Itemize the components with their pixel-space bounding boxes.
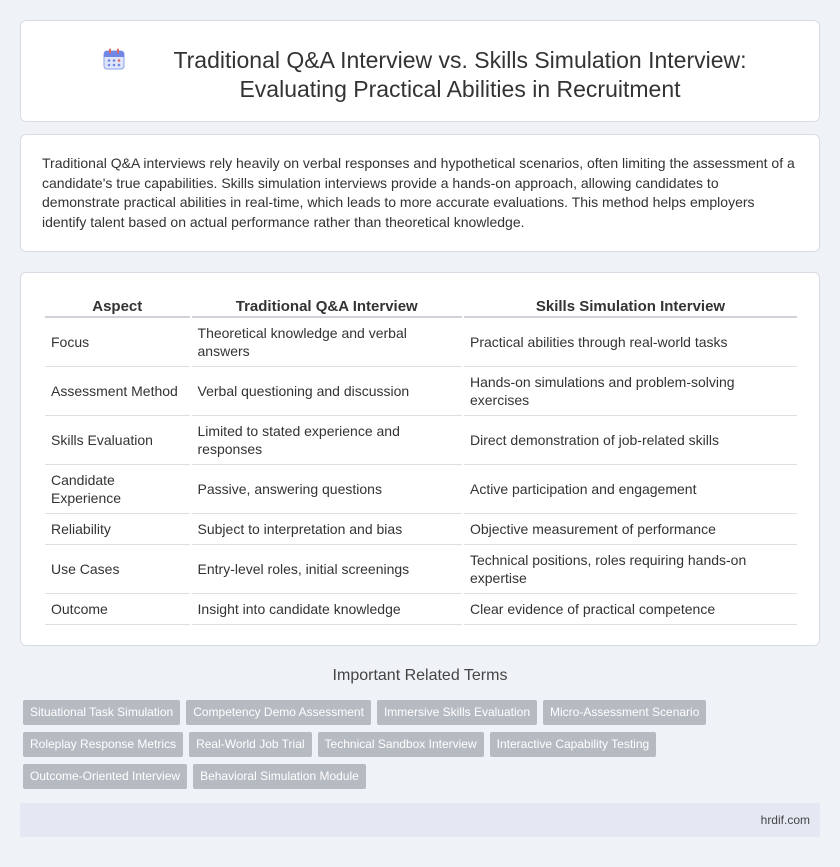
traditional-cell: Theoretical knowledge and verbal answers xyxy=(192,318,462,367)
table-row xyxy=(45,545,797,594)
simulation-cell: Technical positions, roles requiring hands-on expertise xyxy=(464,545,797,594)
related-term-tag[interactable]: Roleplay Response Metrics xyxy=(23,732,183,757)
comparison-card xyxy=(20,272,820,646)
table-row xyxy=(45,465,797,514)
table-row xyxy=(45,594,797,625)
table-header-row xyxy=(45,294,797,318)
simulation-cell: Hands-on simulations and problem-solving exercises xyxy=(464,367,797,416)
traditional-cell: Subject to interpretation and bias xyxy=(192,514,462,545)
related-term-tag[interactable]: Micro-Assessment Scenario xyxy=(543,700,706,725)
related-term-tag[interactable]: Immersive Skills Evaluation xyxy=(377,700,537,725)
intro-card xyxy=(20,134,820,252)
related-term-tag[interactable]: Interactive Capability Testing xyxy=(490,732,657,757)
header-aspect: Aspect xyxy=(45,294,190,318)
simulation-cell: Clear evidence of practical competence xyxy=(464,594,797,625)
related-terms-list xyxy=(23,700,803,796)
traditional-cell: Entry-level roles, initial screenings xyxy=(192,545,462,594)
related-term-tag[interactable]: Behavioral Simulation Module xyxy=(193,764,366,789)
simulation-cell: Active participation and engagement xyxy=(464,465,797,514)
simulation-cell: Objective measurement of performance xyxy=(464,514,797,545)
simulation-cell: Direct demonstration of job-related skills xyxy=(464,416,797,465)
intro-paragraph: Traditional Q&A interviews rely heavily on verbal responses and hypothetical scenarios, often limiting the assessment of a candidate's true capabilities. Skills simulation interviews provide a hands-on approach, allowing candidates to demonstrate practical abilities in real-time, which leads to more accurate evaluations. This method helps employers identify talent based on actual performance rather than theoretical knowledge. xyxy=(42,155,795,230)
related-term-tag[interactable]: Real-World Job Trial xyxy=(189,732,311,757)
footer-site-link[interactable]: hrdif.com xyxy=(760,813,810,827)
header-simulation: Skills Simulation Interview xyxy=(464,294,797,318)
traditional-cell: Insight into candidate knowledge xyxy=(192,594,462,625)
page-title: Traditional Q&A Interview vs. Skills Simulation Interview: Evaluating Practical Abilities in Recruitment xyxy=(173,47,747,102)
calendar-icon xyxy=(103,48,125,70)
related-term-tag[interactable]: Outcome-Oriented Interview xyxy=(23,764,187,789)
aspect-cell: Use Cases xyxy=(45,545,190,594)
aspect-cell: Reliability xyxy=(45,514,190,545)
traditional-cell: Limited to stated experience and responses xyxy=(192,416,462,465)
table-row xyxy=(45,367,797,416)
related-term-tag[interactable]: Technical Sandbox Interview xyxy=(318,732,484,757)
aspect-cell: Skills Evaluation xyxy=(45,416,190,465)
comparison-table xyxy=(43,294,799,625)
table-row xyxy=(45,318,797,367)
footer xyxy=(20,803,820,837)
table-row xyxy=(45,416,797,465)
aspect-cell: Focus xyxy=(45,318,190,367)
title-card xyxy=(20,20,820,122)
traditional-cell: Verbal questioning and discussion xyxy=(192,367,462,416)
aspect-cell: Assessment Method xyxy=(45,367,190,416)
related-term-tag[interactable]: Situational Task Simulation xyxy=(23,700,180,725)
table-row xyxy=(45,514,797,545)
header-traditional: Traditional Q&A Interview xyxy=(192,294,462,318)
aspect-cell: Outcome xyxy=(45,594,190,625)
related-terms-heading: Important Related Terms xyxy=(332,667,508,684)
aspect-cell: Candidate Experience xyxy=(45,465,190,514)
simulation-cell: Practical abilities through real-world tasks xyxy=(464,318,797,367)
related-term-tag[interactable]: Competency Demo Assessment xyxy=(186,700,371,725)
traditional-cell: Passive, answering questions xyxy=(192,465,462,514)
